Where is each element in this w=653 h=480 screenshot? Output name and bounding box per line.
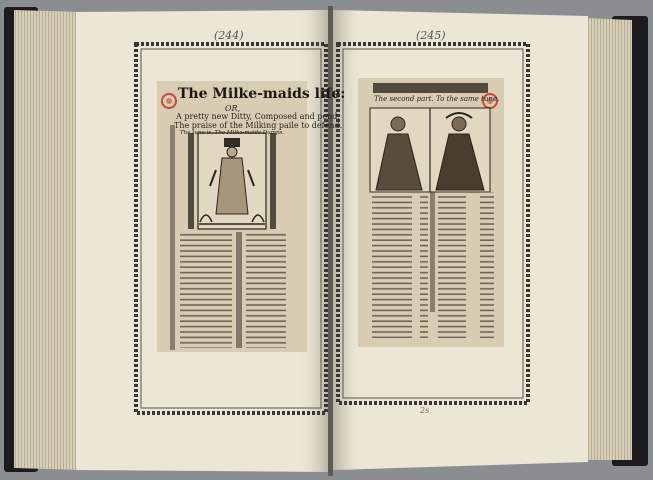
folio-mark: 2s: [420, 406, 430, 415]
milkmaid-woodcut: [188, 133, 276, 229]
spine-gutter: [328, 6, 333, 476]
left-side-ornament: [170, 125, 175, 350]
second-part-label: The second part.: [374, 95, 434, 103]
left-page-edges: [14, 10, 82, 470]
ballad-tune: The tune is, The Milke-maids Dumps.: [180, 130, 285, 136]
right-column-ornament: [430, 192, 435, 312]
right-ornament-band: [373, 83, 488, 93]
ballad-or: OR,: [225, 104, 241, 113]
right-page-edges: [584, 18, 632, 460]
same-tune-label: To the same tune.: [436, 95, 500, 103]
right-page-number: (245): [416, 29, 446, 42]
right-verse-column-1: [372, 192, 428, 338]
left-page-number: (244): [214, 29, 244, 42]
right-verse-column-2: [438, 192, 494, 338]
left-verse-column-1: [178, 232, 232, 348]
left-column-ornament: [236, 232, 242, 348]
ballad-subtitle-1: A pretty new Ditty, Composed and pend,: [176, 112, 340, 121]
ballad-subtitle-2: The praise of the Milking paile to defend.: [174, 121, 343, 130]
ballad-title: The Milke-maids life:: [178, 86, 346, 102]
two-women-woodcut: [370, 108, 490, 192]
left-verse-column-2: [246, 232, 300, 348]
